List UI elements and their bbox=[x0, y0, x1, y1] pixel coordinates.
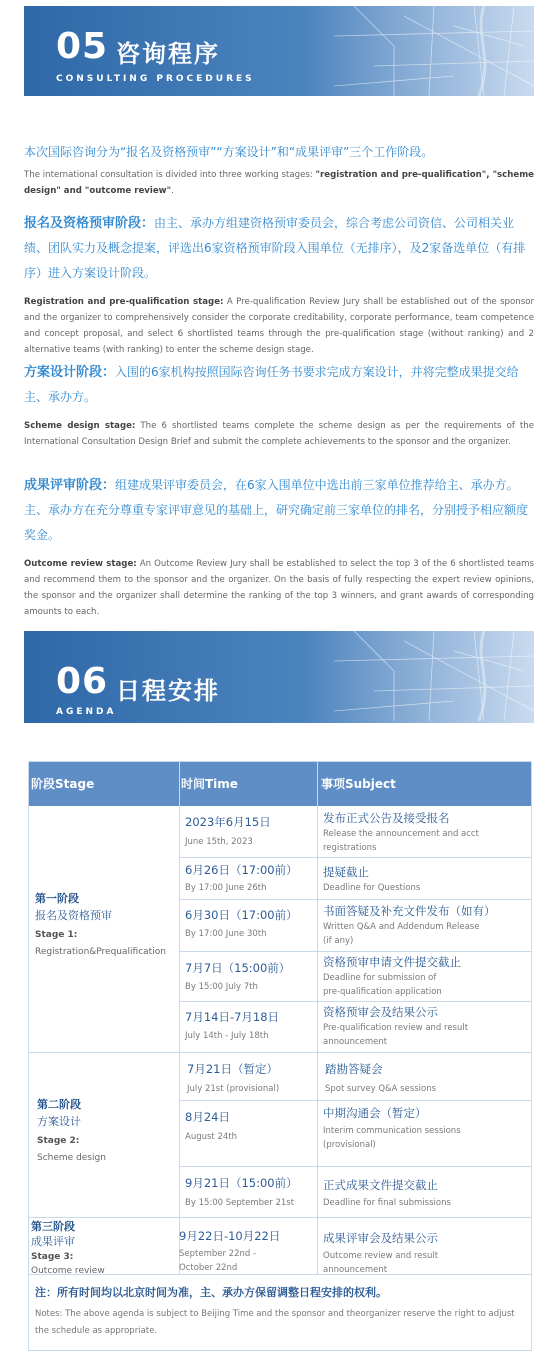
time-en: By 17:00 June 26th bbox=[185, 883, 267, 893]
stage-desc-en-body: An Outcome Review Jury shall be established to select the top 3 of the 6 shortlisted teams and recommend them to the sponsor and the organizer. On the basis of fully respecting the expert review opinions, the sponsor and the organizer shall determine the ranking of the top 3 winners, and grant awards of corresponding amounts to each. bbox=[24, 559, 535, 617]
table-row-time bbox=[185, 1174, 298, 1210]
subject-cn: 成果评审会及结果公示 bbox=[323, 1231, 438, 1245]
subject-en: registrations bbox=[323, 843, 377, 853]
table-row-time bbox=[185, 861, 298, 895]
stage-desc-cn: 报名及资格预审 bbox=[35, 909, 112, 922]
time-en: By 15:00 September 21st bbox=[185, 1198, 295, 1208]
time-en: By 15:00 July 7th bbox=[185, 982, 258, 992]
section-06-banner bbox=[24, 631, 534, 723]
time-cn: 9月21日（15:00前） bbox=[185, 1176, 298, 1190]
divider bbox=[29, 1052, 531, 1053]
section-title: 咨询程序 bbox=[116, 40, 220, 68]
subject-en: Outcome review and result bbox=[323, 1251, 439, 1261]
time-cn: 6月26日（17:00前） bbox=[185, 863, 298, 877]
table-row-time bbox=[185, 1108, 237, 1144]
subject-en: announcement bbox=[323, 1265, 388, 1275]
table-row-subject bbox=[323, 1104, 461, 1152]
table-row-subject bbox=[323, 902, 496, 948]
table-row-time bbox=[179, 1227, 280, 1275]
table-row-subject bbox=[323, 809, 479, 855]
header-time: 时间Time bbox=[181, 777, 238, 791]
table-row-subject bbox=[323, 863, 420, 895]
table-header bbox=[29, 762, 531, 806]
subject-cn: 中期沟通会（暂定） bbox=[323, 1106, 427, 1120]
stage-desc-cn: 成果评审 bbox=[31, 1235, 75, 1248]
divider bbox=[179, 951, 531, 952]
subject-en: pre-qualification application bbox=[323, 987, 442, 997]
intro-en-bold: "registration and pre-qualification", "scheme design" and "outcome review" bbox=[24, 170, 534, 196]
subject-en: Pre-qualification review and result bbox=[323, 1023, 469, 1033]
table-row-subject bbox=[323, 1003, 468, 1049]
time-cn: 7月14日-7月18日 bbox=[185, 1010, 280, 1024]
section-subtitle: AGENDA bbox=[56, 707, 117, 717]
subject-en: Release the announcement and acct bbox=[323, 829, 479, 839]
stage-desc-head: 报名及资格预审阶段： bbox=[24, 216, 155, 231]
section-title: 日程安排 bbox=[116, 677, 220, 705]
intro-en bbox=[24, 167, 534, 199]
time-en: July 21st (provisional) bbox=[187, 1084, 280, 1094]
city-map-graphic bbox=[334, 631, 534, 721]
intro-en-end: . bbox=[171, 186, 174, 196]
section-subtitle: CONSULTING PROCEDURES bbox=[56, 74, 255, 84]
table-row-subject bbox=[323, 953, 461, 999]
table-row-time bbox=[185, 906, 298, 941]
stage-desc-en: Scheme design bbox=[37, 1153, 106, 1163]
divider bbox=[179, 1100, 531, 1101]
time-cn: 7月7日（15:00前） bbox=[185, 961, 291, 975]
table-row-time bbox=[187, 1060, 279, 1096]
subject-en: Spot survey Q&A sessions bbox=[325, 1084, 437, 1094]
intro-en-text: The international consultation is divided into three working stages: bbox=[24, 170, 316, 180]
stage-desc-3 bbox=[24, 473, 534, 620]
divider bbox=[179, 1001, 531, 1002]
time-cn: 9月22日-10月22日 bbox=[179, 1229, 281, 1243]
subject-en: (if any) bbox=[323, 936, 354, 946]
time-en: October 22nd bbox=[179, 1263, 238, 1273]
section-number: 06 bbox=[56, 661, 109, 702]
subject-en: announcement bbox=[323, 1037, 388, 1047]
stage-desc-en: Outcome review bbox=[31, 1266, 105, 1276]
table-row-subject bbox=[325, 1060, 436, 1096]
city-map-graphic bbox=[334, 6, 534, 96]
time-en: June 15th, 2023 bbox=[185, 837, 253, 847]
stage-desc-cn: 方案设计 bbox=[37, 1115, 81, 1128]
stage-desc-head: 方案设计阶段： bbox=[24, 365, 116, 380]
subject-en: Interim communication sessions bbox=[323, 1126, 461, 1136]
time-cn: 7月21日（暂定） bbox=[187, 1062, 278, 1076]
table-row-time bbox=[185, 813, 271, 849]
subject-en: Deadline for Questions bbox=[323, 883, 421, 893]
stage-desc-2 bbox=[24, 360, 534, 450]
stage-desc-body: 组建成果评审委员会，在6家入围单位中选出前三家单位推荐给主、承办方。主、承办方在充分尊重专家评审意见的基础上，研究确定前三家单位的排名，分别授予相应额度奖金。 bbox=[24, 478, 529, 542]
stage-name-cn: 第二阶段 bbox=[37, 1098, 81, 1111]
table-row-subject bbox=[323, 1229, 438, 1277]
stage-1-cell bbox=[35, 890, 166, 960]
divider bbox=[179, 1166, 531, 1167]
subject-cn: 发布正式公告及接受报名 bbox=[323, 811, 450, 825]
note-en: Notes: The above agenda is subject to Beijing Time and the sponsor and theorganizer reserve the right to adjust the schedule as appropriate. bbox=[35, 1309, 515, 1336]
stage-desc-en-body: The 6 shortlisted teams complete the scheme design as per the requirements of the International Consultation Design Brief and submit the complete achievements to the sponsor and the organizer. bbox=[24, 421, 534, 447]
section-05-banner bbox=[24, 6, 534, 96]
stage-name-cn: 第一阶段 bbox=[35, 892, 79, 905]
subject-cn: 书面答疑及补充文件发布（如有） bbox=[323, 904, 496, 918]
time-cn: 8月24日 bbox=[185, 1110, 230, 1124]
header-subject: 事项Subject bbox=[321, 777, 396, 791]
stage-desc-body: 由主、承办方组建资格预审委员会，综合考虑公司资信、公司相关业绩、团队实力及概念提案，评选出6家资格预审阶段入围单位（无排序），及2家备选单位（有排序）进入方案设计阶段。 bbox=[24, 216, 526, 280]
stage-desc-1 bbox=[24, 211, 534, 358]
stage-2-cell bbox=[37, 1096, 106, 1166]
stage-name-en: Stage 1: bbox=[35, 930, 78, 940]
subject-en: Deadline for submission of bbox=[323, 973, 437, 983]
subject-cn: 踏勘答疑会 bbox=[325, 1062, 383, 1076]
stage-desc-head: 成果评审阶段： bbox=[24, 478, 116, 493]
table-row-time bbox=[185, 1008, 279, 1043]
subject-cn: 资格预审会及结果公示 bbox=[323, 1005, 438, 1019]
time-en: By 17:00 June 30th bbox=[185, 929, 267, 939]
divider bbox=[179, 899, 531, 900]
agenda-table bbox=[28, 761, 532, 1351]
table-row-subject bbox=[323, 1176, 451, 1210]
stage-desc-en-head: Outcome review stage: bbox=[24, 559, 137, 569]
note-cn: 注：所有时间均以北京时间为准，主、承办方保留调整日程安排的权利。 bbox=[35, 1286, 387, 1299]
divider bbox=[179, 762, 180, 1274]
intro-cn: 本次国际咨询分为“报名及资格预审”“方案设计”和“成果评审”三个工作阶段。 bbox=[24, 145, 434, 159]
table-row-time bbox=[185, 959, 290, 994]
subject-cn: 提疑截止 bbox=[323, 865, 369, 879]
time-en: September 22nd - bbox=[179, 1249, 257, 1259]
time-cn: 2023年6月15日 bbox=[185, 815, 271, 829]
intro-block bbox=[24, 140, 534, 199]
subject-en: (provisional) bbox=[323, 1140, 376, 1150]
time-en: August 24th bbox=[185, 1132, 237, 1142]
subject-cn: 资格预审申请文件提交截止 bbox=[323, 955, 461, 969]
time-en: July 14th - July 18th bbox=[185, 1031, 269, 1041]
header-stage: 阶段Stage bbox=[31, 777, 95, 791]
stage-desc-en: Registration&Prequalification bbox=[35, 947, 166, 957]
stage-desc-en-head: Registration and pre-qualification stage: bbox=[24, 297, 224, 307]
stage-3-cell bbox=[31, 1218, 105, 1278]
divider bbox=[179, 857, 531, 858]
divider bbox=[317, 762, 318, 1274]
stage-name-en: Stage 3: bbox=[31, 1252, 74, 1262]
time-cn: 6月30日（17:00前） bbox=[185, 908, 298, 922]
subject-en: Deadline for final submissions bbox=[323, 1198, 451, 1208]
stage-name-en: Stage 2: bbox=[37, 1136, 80, 1146]
stage-desc-en-body: A Pre-qualification Review Jury shall be established out of the sponsor and the organizer to comprehensively consider the corporate creditability, corporate performance, team competence and concept proposal, and select 6 shortlisted teams through the pre-qualification stage (without ranking) and 2 alternative teams (with ranking) to enter the scheme design stage. bbox=[24, 297, 534, 355]
stage-desc-en-head: Scheme design stage: bbox=[24, 421, 136, 431]
stage-name-cn: 第三阶段 bbox=[31, 1220, 75, 1233]
subject-en: Written Q&A and Addendum Release bbox=[323, 922, 480, 932]
subject-cn: 正式成果文件提交截止 bbox=[323, 1178, 438, 1192]
section-number: 05 bbox=[56, 26, 109, 67]
stage-desc-body: 入围的6家机构按照国际咨询任务书要求完成方案设计，并将完整成果提交给主、承办方。 bbox=[24, 365, 519, 404]
